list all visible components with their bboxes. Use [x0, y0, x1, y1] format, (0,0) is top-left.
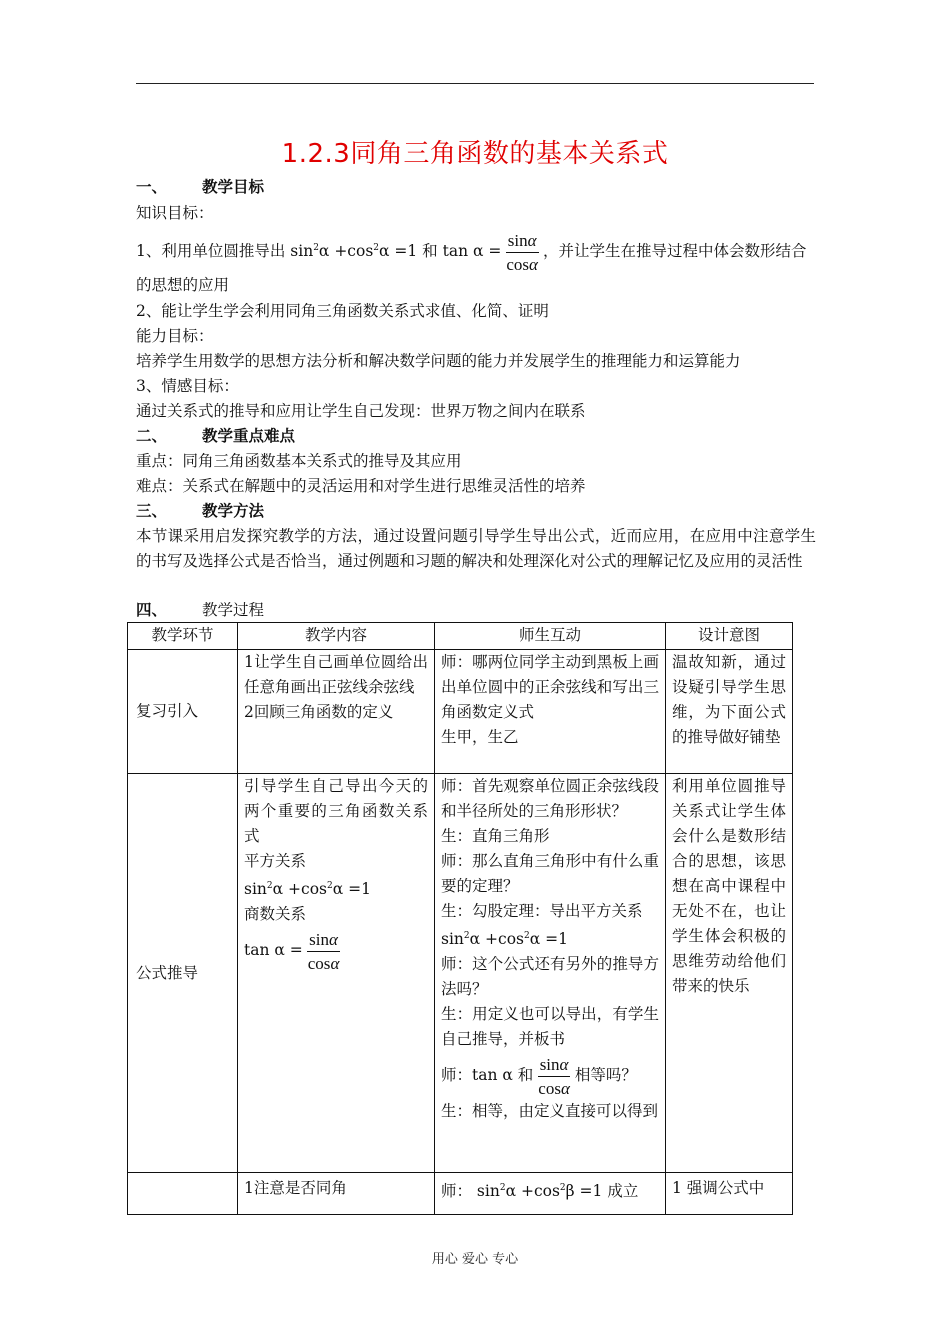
text-segment: α +cos — [469, 930, 524, 949]
interaction-line: 师：那么直角三角形中有什么重要的定理？ — [441, 852, 659, 895]
stage-cell — [128, 1173, 238, 1215]
alpha-symbol: α — [527, 230, 537, 250]
emotion-text: 通过关系式的推导和应用让学生自己发现：世界万物之间内在联系 — [136, 402, 586, 420]
text-segment: sin — [441, 930, 464, 949]
section-2-heading — [136, 425, 295, 447]
fraction-numerator: sin — [507, 230, 528, 250]
text-segment: 师： sin — [441, 1182, 500, 1201]
text-segment: 相等吗？ — [574, 1066, 637, 1085]
section-number: 二、 — [136, 427, 168, 445]
superscript: 2 — [559, 1183, 566, 1193]
fraction-denominator: cos — [506, 254, 530, 274]
alpha-symbol: α — [559, 1054, 569, 1074]
superscript: 2 — [327, 881, 333, 891]
intent-cell: 1 强调公式中 — [666, 1173, 793, 1215]
square-relation — [441, 924, 659, 952]
table-row — [128, 650, 793, 774]
superscript: 2 — [499, 1183, 506, 1193]
text-segment: α +cos — [505, 1182, 560, 1201]
table-row — [128, 1173, 793, 1215]
text-segment: α =1 — [332, 880, 371, 899]
square-relation — [244, 874, 428, 902]
text-segment: α +cos — [318, 242, 374, 261]
superscript: 2 — [266, 881, 273, 891]
content-line: 2回顾三角函数的定义 — [244, 703, 394, 721]
column-header: 设计意图 — [666, 623, 793, 650]
tan-fraction — [504, 230, 540, 275]
section-1-heading — [136, 176, 264, 198]
section-label: 教学方法 — [202, 502, 265, 520]
content-line: 引导学生自己导出今天的两个重要的三角函数关系式 — [244, 777, 428, 845]
alpha-symbol: α — [330, 953, 340, 973]
interaction-line — [441, 1052, 659, 1099]
document-title: 1.2.3同角三角函数的基本关系式 — [281, 139, 669, 169]
superscript: 2 — [373, 243, 380, 253]
content-line: 1让学生自己画单位圆给出任意角画出正弦线余弦线 — [244, 653, 428, 696]
table-row — [128, 774, 793, 1173]
section-label: 教学重点难点 — [202, 427, 296, 445]
interaction-line: 生甲，生乙 — [441, 728, 519, 746]
tan-fraction — [536, 1054, 572, 1099]
section-3-heading — [136, 500, 264, 522]
table-header-row — [128, 623, 793, 650]
text-segment: β =1 成立 — [565, 1182, 639, 1201]
interaction-cell — [435, 774, 666, 1173]
fraction-numerator: sin — [539, 1054, 560, 1074]
intent-cell: 温故知新，通过设疑引导学生思维，为下面公式的推导做好铺垫 — [666, 650, 793, 774]
column-header: 师生互动 — [435, 623, 666, 650]
knowledge-item-1 — [136, 227, 807, 275]
text-segment: α =1 — [529, 930, 568, 949]
ability-text: 培养学生用数学的思想方法分析和解决数学问题的能力并发展学生的推理能力和运算能力 — [136, 352, 741, 370]
ability-label: 能力目标： — [136, 327, 214, 345]
header-rule — [136, 83, 814, 84]
content-cell — [238, 774, 435, 1173]
text-segment: ，并让学生在推导过程中体会数形结合 — [542, 242, 807, 261]
content-line: 商数关系 — [244, 905, 307, 924]
section-number: 四、 — [136, 601, 168, 619]
superscript: 2 — [463, 931, 470, 941]
focus-text: 重点：同角三角函数基本关系式的推导及其应用 — [136, 452, 462, 470]
alpha-symbol: α — [560, 1078, 570, 1098]
section-4-heading — [136, 599, 264, 621]
fraction-denominator: cos — [307, 953, 331, 973]
interaction-line: 生：勾股定理：导出平方关系 — [441, 902, 643, 920]
text-segment: sin — [244, 880, 267, 899]
page-footer: 用心 爱心 专心 — [431, 1252, 519, 1267]
superscript: 2 — [313, 243, 319, 253]
tan-fraction — [306, 929, 342, 974]
column-header: 教学内容 — [238, 623, 435, 650]
section-label: 教学过程 — [202, 601, 265, 619]
stage-cell: 公式推导 — [128, 774, 238, 1173]
text-segment: α +cos — [272, 880, 327, 899]
fraction-numerator: sin — [309, 929, 330, 949]
column-header: 教学环节 — [128, 623, 238, 650]
interaction-line: 师：首先观察单位圆正余弦线段和半径所处的三角形形状？ — [441, 777, 659, 820]
teaching-process-table — [127, 622, 793, 1215]
section-label: 教学目标 — [202, 178, 265, 196]
superscript: 2 — [524, 931, 530, 941]
alpha-symbol: α — [529, 254, 538, 274]
interaction-cell — [435, 1173, 666, 1215]
text-segment: 1、利用单位圆推导出 sin — [136, 242, 314, 261]
knowledge-item-2: 2、能让学生学会利用同角三角函数关系式求值、化简、证明 — [136, 302, 549, 320]
stage-cell: 复习引入 — [128, 650, 238, 774]
interaction-line: 生：用定义也可以导出，有学生自己推导，并板书 — [441, 1005, 659, 1049]
content-line: 平方关系 — [244, 852, 307, 870]
text-segment: tan α = — [244, 941, 303, 960]
interaction-line: 师：这个公式还有另外的推导方法吗？ — [441, 955, 659, 999]
text-segment: α =1 和 tan α = — [379, 242, 502, 261]
content-cell — [238, 650, 435, 774]
knowledge-item-1-cont: 的思想的应用 — [136, 276, 230, 294]
difficulty-text: 难点：关系式在解题中的灵活运用和对学生进行思维灵活性的培养 — [136, 477, 586, 495]
text-segment: 师：tan α 和 — [441, 1066, 534, 1085]
interaction-line: 师：哪两位同学主动到黑板上画出单位圆中的正余弦线和写出三角函数定义式 — [441, 653, 659, 721]
fraction-denominator: cos — [538, 1078, 561, 1098]
method-paragraph: 本节课采用启发探究教学的方法，通过设置问题引导学生导出公式，近而应用，在应用中注意学生的书写及选择公式是否恰当，通过例题和习题的解决和处理深化对公式的理解记忆及应用的灵活性 — [136, 527, 816, 570]
alpha-symbol: α — [329, 929, 338, 949]
interaction-line: 生：相等，由定义直接可以得到 — [441, 1101, 659, 1120]
section-number: 三、 — [136, 502, 168, 520]
content-cell: 1注意是否同角 — [238, 1173, 435, 1215]
intent-cell: 利用单位圆推导关系式让学生体会什么是数形结合的思想，该思想在高中课程中无处不在，也让学生体会积极的思维劳动给他们带来的快乐 — [666, 774, 793, 1173]
emotion-label: 3、情感目标： — [136, 377, 239, 395]
interaction-cell — [435, 650, 666, 774]
knowledge-label: 知识目标： — [136, 204, 214, 222]
interaction-line: 生：直角三角形 — [441, 827, 550, 845]
section-number: 一、 — [136, 178, 168, 196]
quotient-relation — [244, 927, 428, 974]
